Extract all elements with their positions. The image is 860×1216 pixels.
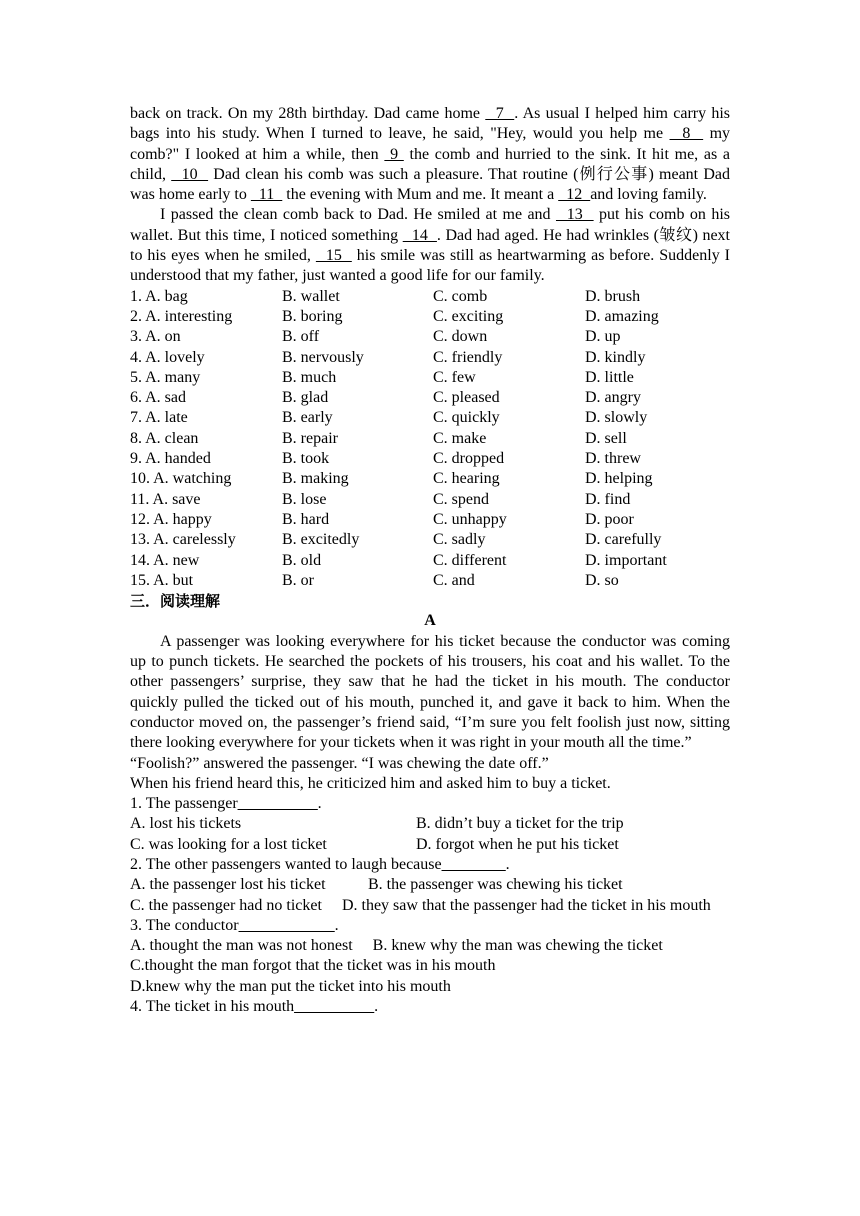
text-segment: my comb?" I looked at him a while, then	[130, 125, 731, 163]
cloze-option: D. slowly	[585, 409, 648, 427]
cloze-option: D. poor	[585, 510, 634, 528]
cloze-option: D. find	[585, 490, 631, 508]
text-segment: and loving family.	[590, 186, 707, 204]
cloze-option: D. sell	[585, 429, 627, 447]
blank-number: 11	[250, 186, 283, 204]
blank-number: 9	[384, 145, 404, 163]
blank-number: 15	[315, 247, 352, 265]
cloze-option: C. dropped	[433, 450, 505, 468]
question-1-options-row-1	[130, 814, 730, 834]
text-segment: the evening with Mum and me. It meant a	[282, 186, 559, 204]
cloze-option: B. took	[282, 450, 330, 468]
q3-option-b: B. knew why the man was chewing the ticket	[372, 937, 663, 955]
blank-number: 14	[402, 226, 437, 244]
cloze-option: C. hearing	[433, 470, 500, 488]
cloze-option: 8. A. clean	[130, 429, 199, 447]
cloze-option: B. boring	[282, 307, 343, 325]
cloze-option-row	[130, 368, 730, 388]
question-3-options-row-1	[130, 936, 730, 956]
cloze-option: C. make	[433, 429, 487, 447]
blank-number: 13	[555, 206, 594, 224]
cloze-option: B. wallet	[282, 287, 340, 305]
text-segment: I passed the clean comb back to Dad. He smiled at me and	[160, 206, 556, 224]
cloze-option: B. lose	[282, 490, 327, 508]
text-segment: . As usual I helped him carry his bags into his study. When I turned to leave, he said, "Hey, would you help me	[130, 105, 731, 143]
cloze-option-row	[130, 388, 730, 408]
reading-line-2: “Foolish?” answered the passenger. “I was chewing the date off.”	[130, 754, 549, 772]
cloze-option: C. and	[433, 571, 475, 589]
cloze-option: C. exciting	[433, 307, 504, 325]
cloze-option-row	[130, 307, 730, 327]
text-segment: the comb and hurried to the sink. It hit me, as a child,	[130, 145, 731, 183]
q2-option-c: C. the passenger had no ticket	[130, 896, 322, 914]
cloze-option: D. angry	[585, 389, 641, 407]
cloze-option: B. hard	[282, 510, 330, 528]
cloze-option: 3. A. on	[130, 328, 181, 346]
cloze-option: C. down	[433, 328, 488, 346]
cloze-option: C. unhappy	[433, 510, 507, 528]
cloze-option: D. up	[585, 328, 621, 346]
cloze-option: C. pleased	[433, 389, 500, 407]
cloze-option: C. sadly	[433, 531, 486, 549]
cloze-option: D. so	[585, 571, 619, 589]
cloze-option-row	[130, 287, 730, 307]
cloze-option-row	[130, 469, 730, 489]
cloze-option-row	[130, 327, 730, 347]
q1-option-a: A. lost his tickets	[130, 815, 242, 833]
document-page	[130, 104, 730, 1017]
blank-number: 12	[558, 186, 591, 204]
cloze-option-row	[130, 571, 730, 591]
blank-number: 8	[669, 125, 704, 143]
question-3: 3. The conductor____________.	[130, 916, 339, 934]
cloze-option-row	[130, 449, 730, 469]
cloze-paragraph-1	[130, 104, 730, 205]
question-2: 2. The other passengers wanted to laugh because________.	[130, 855, 510, 873]
cloze-option: B. glad	[282, 389, 329, 407]
cloze-option: 12. A. happy	[130, 510, 212, 528]
cloze-option: B. making	[282, 470, 349, 488]
cloze-option: D. helping	[585, 470, 653, 488]
cloze-option: B. off	[282, 328, 320, 346]
text-segment: Dad clean his comb was such a pleasure. That routine (例行公事) meant Dad was home early to	[130, 165, 730, 204]
text-segment: . Dad had aged. He had wrinkles (皱纹) next to his eyes when he smiled,	[130, 226, 731, 265]
q3-option-a: A. thought the man was not honest	[130, 937, 353, 955]
cloze-option: D. kindly	[585, 348, 646, 366]
cloze-option: D. amazing	[585, 307, 659, 325]
cloze-option-row	[130, 408, 730, 428]
text-segment: his smile was still as heartwarming as before. Suddenly I understood that my father, just wanted a good life for our family.	[130, 247, 731, 285]
q1-option-d: D. forgot when he put his ticket	[416, 835, 619, 853]
passage-label: A	[424, 612, 436, 630]
text-segment: put his comb on his wallet. But this time, I noticed something	[130, 206, 730, 244]
cloze-option: D. carefully	[585, 531, 662, 549]
cloze-option: B. early	[282, 409, 333, 427]
q1-option-c: C. was looking for a lost ticket	[130, 835, 327, 853]
cloze-option: D. brush	[585, 287, 641, 305]
q3-option-d: D.knew why the man put the ticket into his mouth	[130, 977, 451, 995]
cloze-option: 9. A. handed	[130, 450, 211, 468]
blank-number: 7	[485, 105, 515, 122]
cloze-option: B. much	[282, 368, 337, 386]
q2-option-a: A. the passenger lost his ticket	[130, 876, 326, 894]
question-1-options-row-2	[130, 835, 730, 855]
question-2-options-row-1	[130, 875, 730, 895]
cloze-option: 5. A. many	[130, 368, 201, 386]
cloze-option: C. quickly	[433, 409, 500, 427]
q3-option-c: C.thought the man forgot that the ticket was in his mouth	[130, 957, 496, 975]
cloze-option: B. or	[282, 571, 314, 589]
q1-option-b: B. didn’t buy a ticket for the trip	[416, 815, 624, 833]
cloze-option: B. excitedly	[282, 531, 360, 549]
cloze-option: B. repair	[282, 429, 338, 447]
cloze-option: B. old	[282, 551, 322, 569]
cloze-paragraph-2	[130, 205, 730, 286]
reading-line-3: When his friend heard this, he criticized him and asked him to buy a ticket.	[130, 774, 611, 792]
question-2-options-row-2	[130, 896, 730, 916]
question-1: 1. The passenger__________.	[130, 795, 322, 813]
cloze-option: 2. A. interesting	[130, 307, 233, 325]
cloze-option-row	[130, 551, 730, 571]
cloze-option: 14. A. new	[130, 551, 200, 569]
cloze-option: 7. A. late	[130, 409, 188, 427]
cloze-option-row	[130, 510, 730, 530]
reading-paragraph: A passenger was looking everywhere for his ticket because the conductor was coming up to punch tickets. He searched the pockets of his trousers, his coat and his wallet. To the other passengers’ surprise, they saw that he had the ticket in his mouth. The conductor quickly pulled the ticked out of his mouth, punched it, and gave it back to him. When the conductor moved on, the passenger’s friend said, “I’m sure you felt foolish just now, sitting there looking everywhere for your tickets when it was right in your mouth all the time.”	[130, 632, 730, 752]
cloze-option: 1. A. bag	[130, 287, 188, 305]
cloze-option-row	[130, 348, 730, 368]
question-4: 4. The ticket in his mouth__________.	[130, 998, 379, 1016]
cloze-option-row	[130, 490, 730, 510]
text-segment: back on track. On my 28th birthday. Dad came home	[130, 105, 486, 122]
q2-option-d: D. they saw that the passenger had the ticket in his mouth	[341, 896, 711, 914]
cloze-option: C. comb	[433, 287, 488, 305]
cloze-option: D. threw	[585, 450, 641, 468]
cloze-option: C. few	[433, 368, 476, 386]
cloze-option: 15. A. but	[130, 571, 194, 589]
cloze-option: C. different	[433, 551, 507, 569]
cloze-option: D. little	[585, 368, 634, 386]
cloze-option-row	[130, 530, 730, 550]
cloze-option: 11. A. save	[130, 490, 201, 508]
cloze-option: D. important	[585, 551, 667, 569]
cloze-option-row	[130, 429, 730, 449]
blank-number: 10	[171, 165, 209, 183]
cloze-option: 4. A. lovely	[130, 348, 205, 366]
cloze-option: B. nervously	[282, 348, 364, 366]
cloze-option: C. friendly	[433, 348, 503, 366]
cloze-options-list	[130, 287, 730, 591]
cloze-option: C. spend	[433, 490, 489, 508]
q2-option-b: B. the passenger was chewing his ticket	[368, 876, 623, 894]
section-title: 三．阅读理解	[130, 592, 221, 611]
cloze-option: 10. A. watching	[130, 470, 232, 488]
cloze-option: 13. A. carelessly	[130, 531, 236, 549]
cloze-option: 6. A. sad	[130, 389, 186, 407]
